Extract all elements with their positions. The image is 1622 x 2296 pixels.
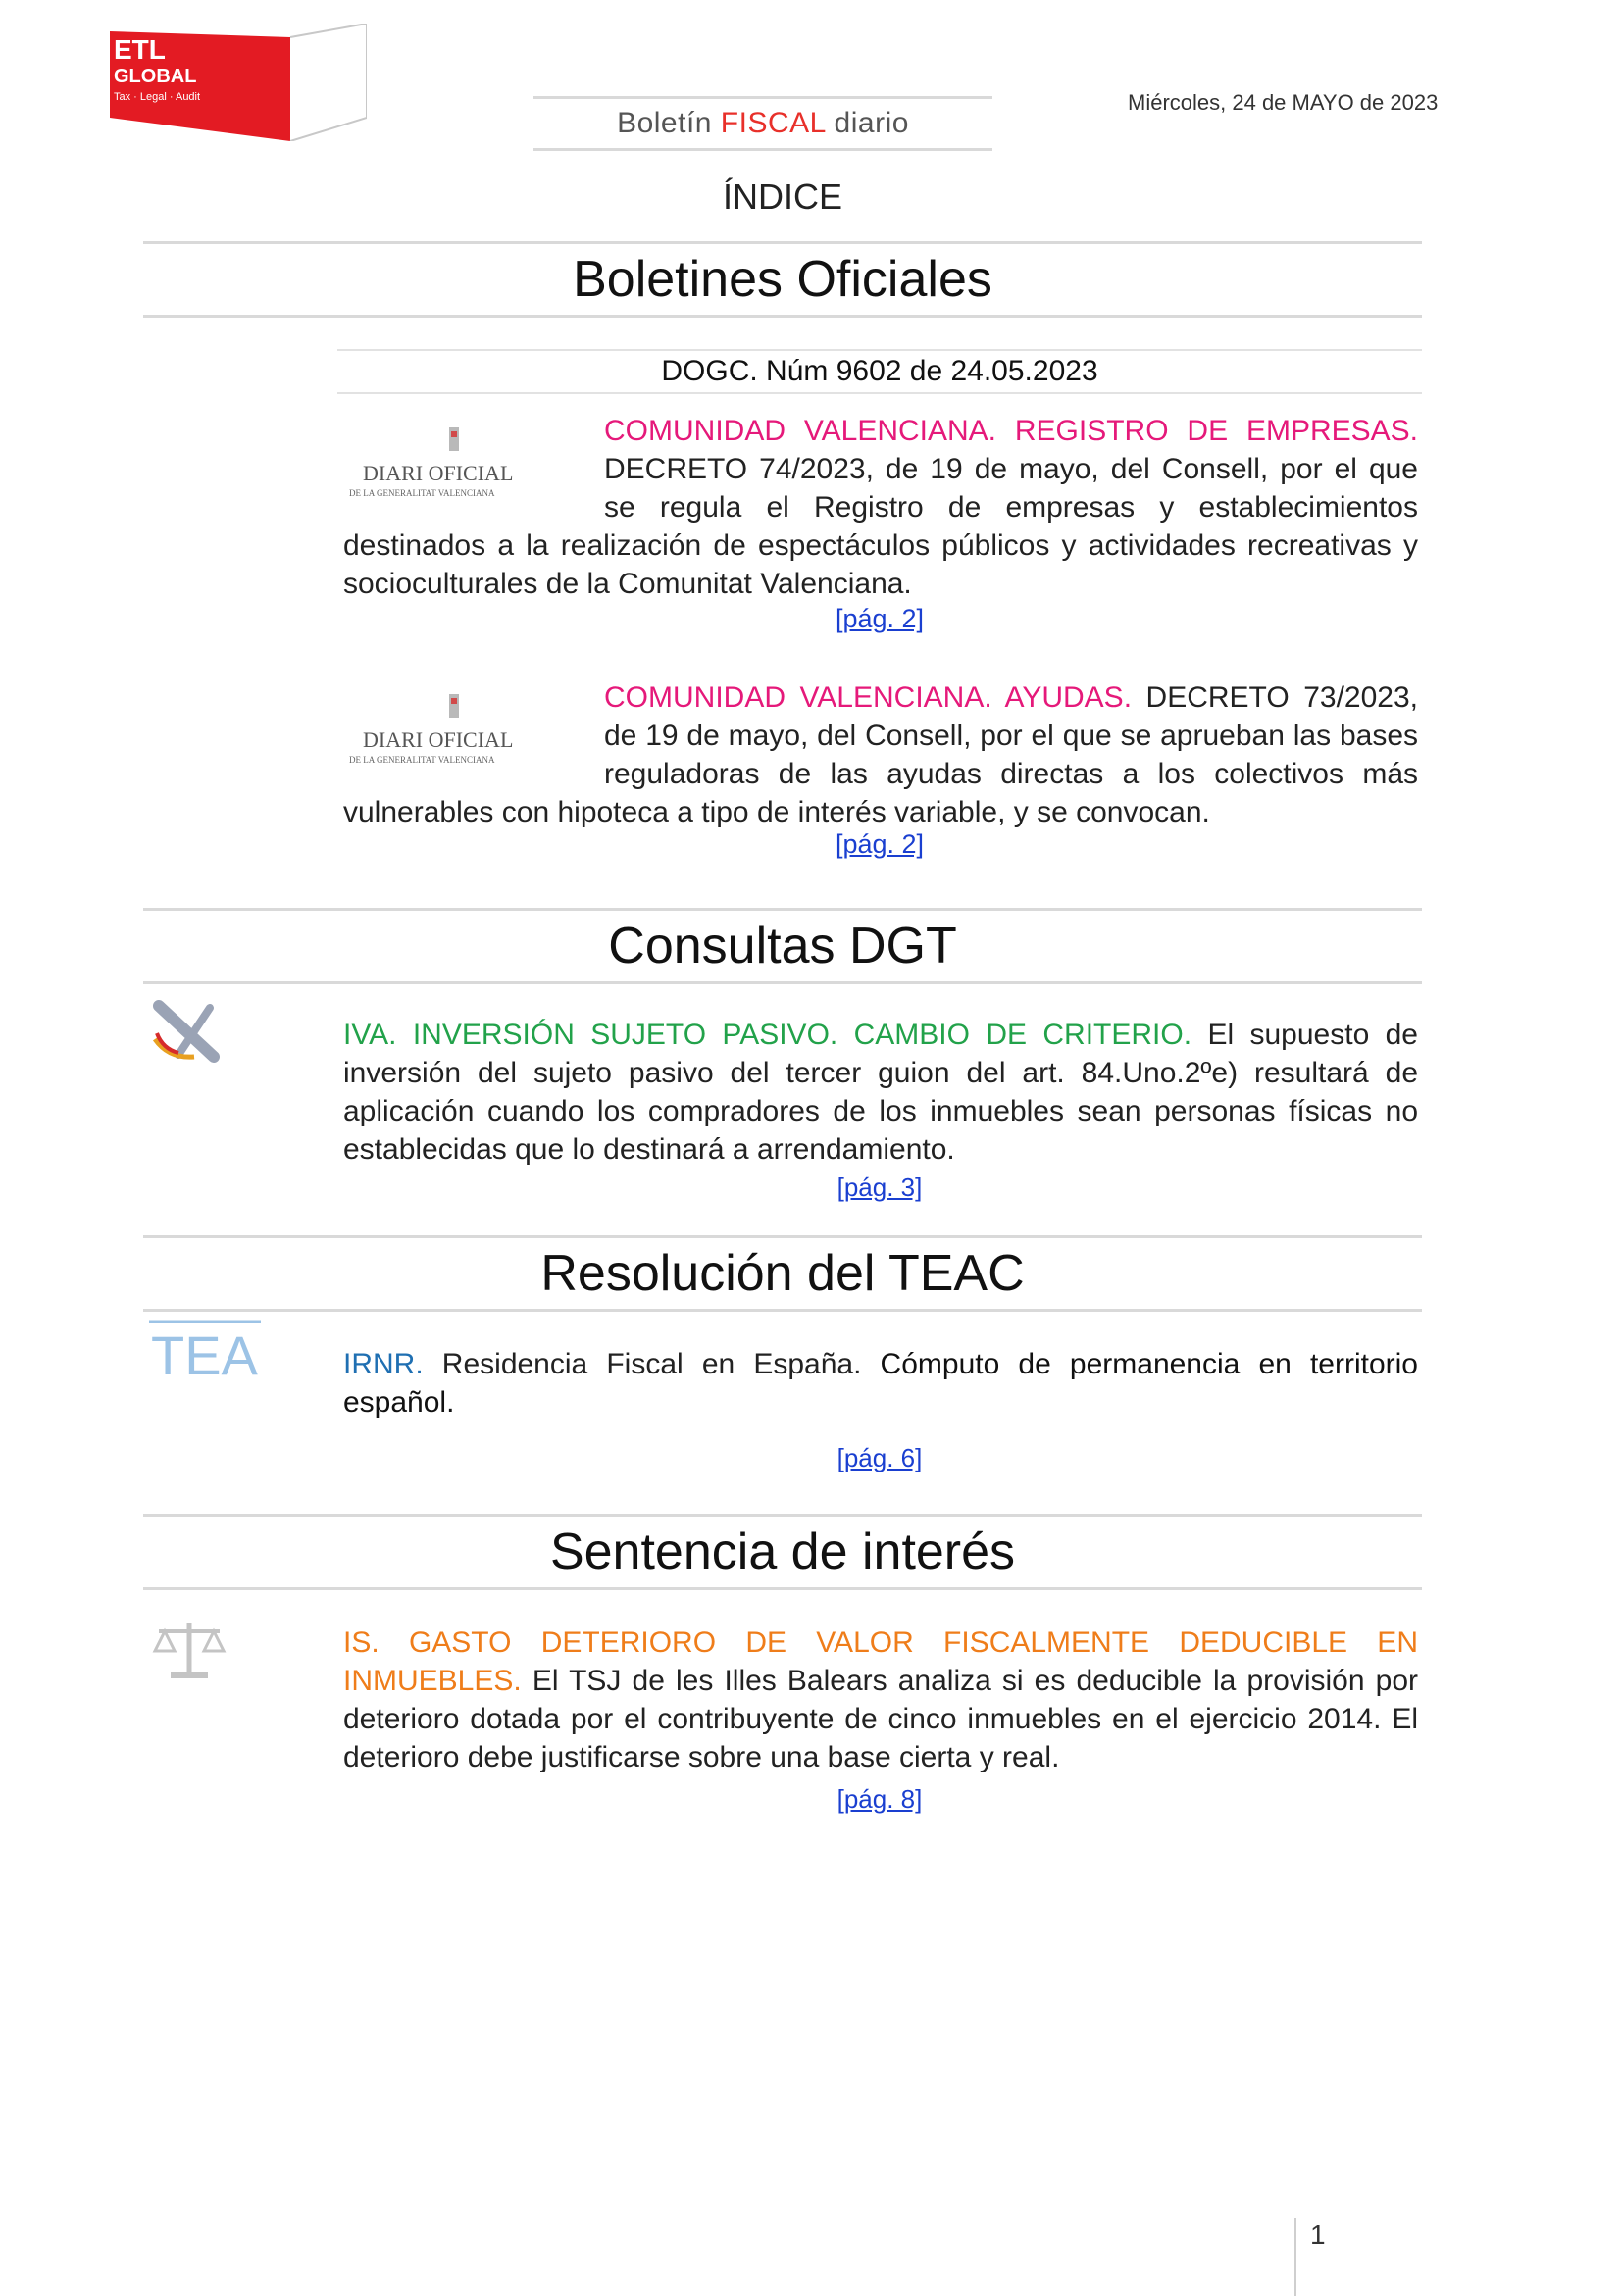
section-header-sentencia <box>143 1514 1422 1590</box>
logo-global-text: GLOBAL <box>114 66 197 87</box>
logo-tagline-text: Tax · Legal · Audit <box>114 91 201 103</box>
publication-date: Miércoles, 24 de MAYO de 2023 <box>1128 90 1439 115</box>
diari-oficial-subtext: DE LA GENERALITAT VALENCIANA <box>349 488 495 498</box>
bulletin-title <box>533 96 992 151</box>
section-title-boletines: Boletines Oficiales <box>573 251 992 308</box>
item-text: El TSJ de les Illes Balears analiza si es deducible la provisión por deterioro dotada por el contribuyente de cinco inmuebles en el ejercicio 2014. El deterioro debe justificarse sobre una base cierta y real. <box>343 1665 1418 1773</box>
item-lead: IS. GASTO DETERIORO DE VALOR FISCALMENTE DEDUCIBLE EN INMUEBLES. <box>343 1626 1418 1697</box>
news-item-registro-empresas <box>343 412 1418 603</box>
bulletin-title-suffix: diario <box>825 107 909 139</box>
diari-oficial-subtext: DE LA GENERALITAT VALENCIANA <box>349 755 495 765</box>
item-text: DECRETO 73/2023, de 19 de mayo, del Consell, por el que se aprueban las bases reguladoras de las ayudas directas a los colectivos más vulnerables con hipoteca a tipo de interés variable, y se convocan. <box>343 681 1418 828</box>
diari-oficial-logo <box>343 414 579 512</box>
etl-global-logo <box>110 24 367 141</box>
section-header-teac <box>143 1235 1422 1312</box>
section-title-consultas: Consultas DGT <box>608 918 957 974</box>
bulletin-title-accent: FISCAL <box>720 107 826 139</box>
item-bold-text: Cómputo de permanencia en territorio español. <box>343 1348 1418 1419</box>
item-lead: IVA. INVERSIÓN SUJETO PASIVO. CAMBIO DE CRITERIO. <box>343 1019 1192 1051</box>
section-title-sentencia: Sentencia de interés <box>549 1523 1016 1580</box>
section-header-consultas <box>143 908 1422 984</box>
page-link-8[interactable]: [pág. 8] <box>836 1784 923 1814</box>
page-link-3[interactable]: [pág. 3] <box>836 1173 923 1202</box>
tea-logo-icon <box>149 1318 261 1386</box>
item-text: El supuesto de inversión del sujeto pasivo del tercer guion del art. 84.Uno.2ºe) resultará de aplicación cuando los compradores de los inmuebles sean personas físicas no establecidas que lo destinará a arrendamiento. <box>343 1019 1418 1166</box>
page-link-2b[interactable]: [pág. 2] <box>835 829 925 859</box>
logo-etl-text: ETL <box>114 34 166 65</box>
news-item-irnr <box>343 1345 1418 1422</box>
item-tag: REGISTRO DE EMPRESAS. <box>996 415 1418 447</box>
bulletin-title-prefix: Boletín <box>617 107 721 139</box>
index-title: ÍNDICE <box>722 176 842 217</box>
dogc-subheader: DOGC. Núm 9602 de 24.05.2023 <box>337 349 1422 394</box>
item-text: Residencia Fiscal en España. <box>423 1348 881 1380</box>
diari-oficial-logo <box>343 680 579 778</box>
news-item-is <box>343 1623 1418 1776</box>
page-link-2[interactable]: [pág. 2] <box>835 604 925 633</box>
item-lead: IRNR. <box>343 1348 424 1380</box>
section-title-teac: Resolución del TEAC <box>540 1245 1025 1302</box>
news-item-iva <box>343 1016 1418 1169</box>
item-lead: COMUNIDAD VALENCIANA. <box>604 681 992 714</box>
agencia-tributaria-icon <box>149 1000 228 1063</box>
news-item-ayudas <box>343 678 1418 831</box>
tea-logo-text: TEA <box>151 1324 258 1386</box>
scales-of-justice-icon <box>151 1618 228 1682</box>
page-number: 1 <box>1310 2220 1326 2250</box>
item-lead: COMUNIDAD VALENCIANA. <box>604 415 997 447</box>
section-header-boletines <box>143 241 1422 318</box>
page-link-6[interactable]: [pág. 6] <box>836 1443 923 1472</box>
item-text: DECRETO 74/2023, de 19 de mayo, del Consell, por el que se regula el Registro de empresas y establecimientos destinados a la realización de espectáculos públicos y actividades recreativas y socioculturales de la Comunitat Valenciana. <box>343 453 1418 600</box>
diari-oficial-text: DIARI OFICIAL <box>363 461 514 485</box>
page-number-divider <box>1294 2218 1296 2296</box>
item-tag: AYUDAS. <box>991 681 1133 714</box>
diari-oficial-text: DIARI OFICIAL <box>363 727 514 752</box>
